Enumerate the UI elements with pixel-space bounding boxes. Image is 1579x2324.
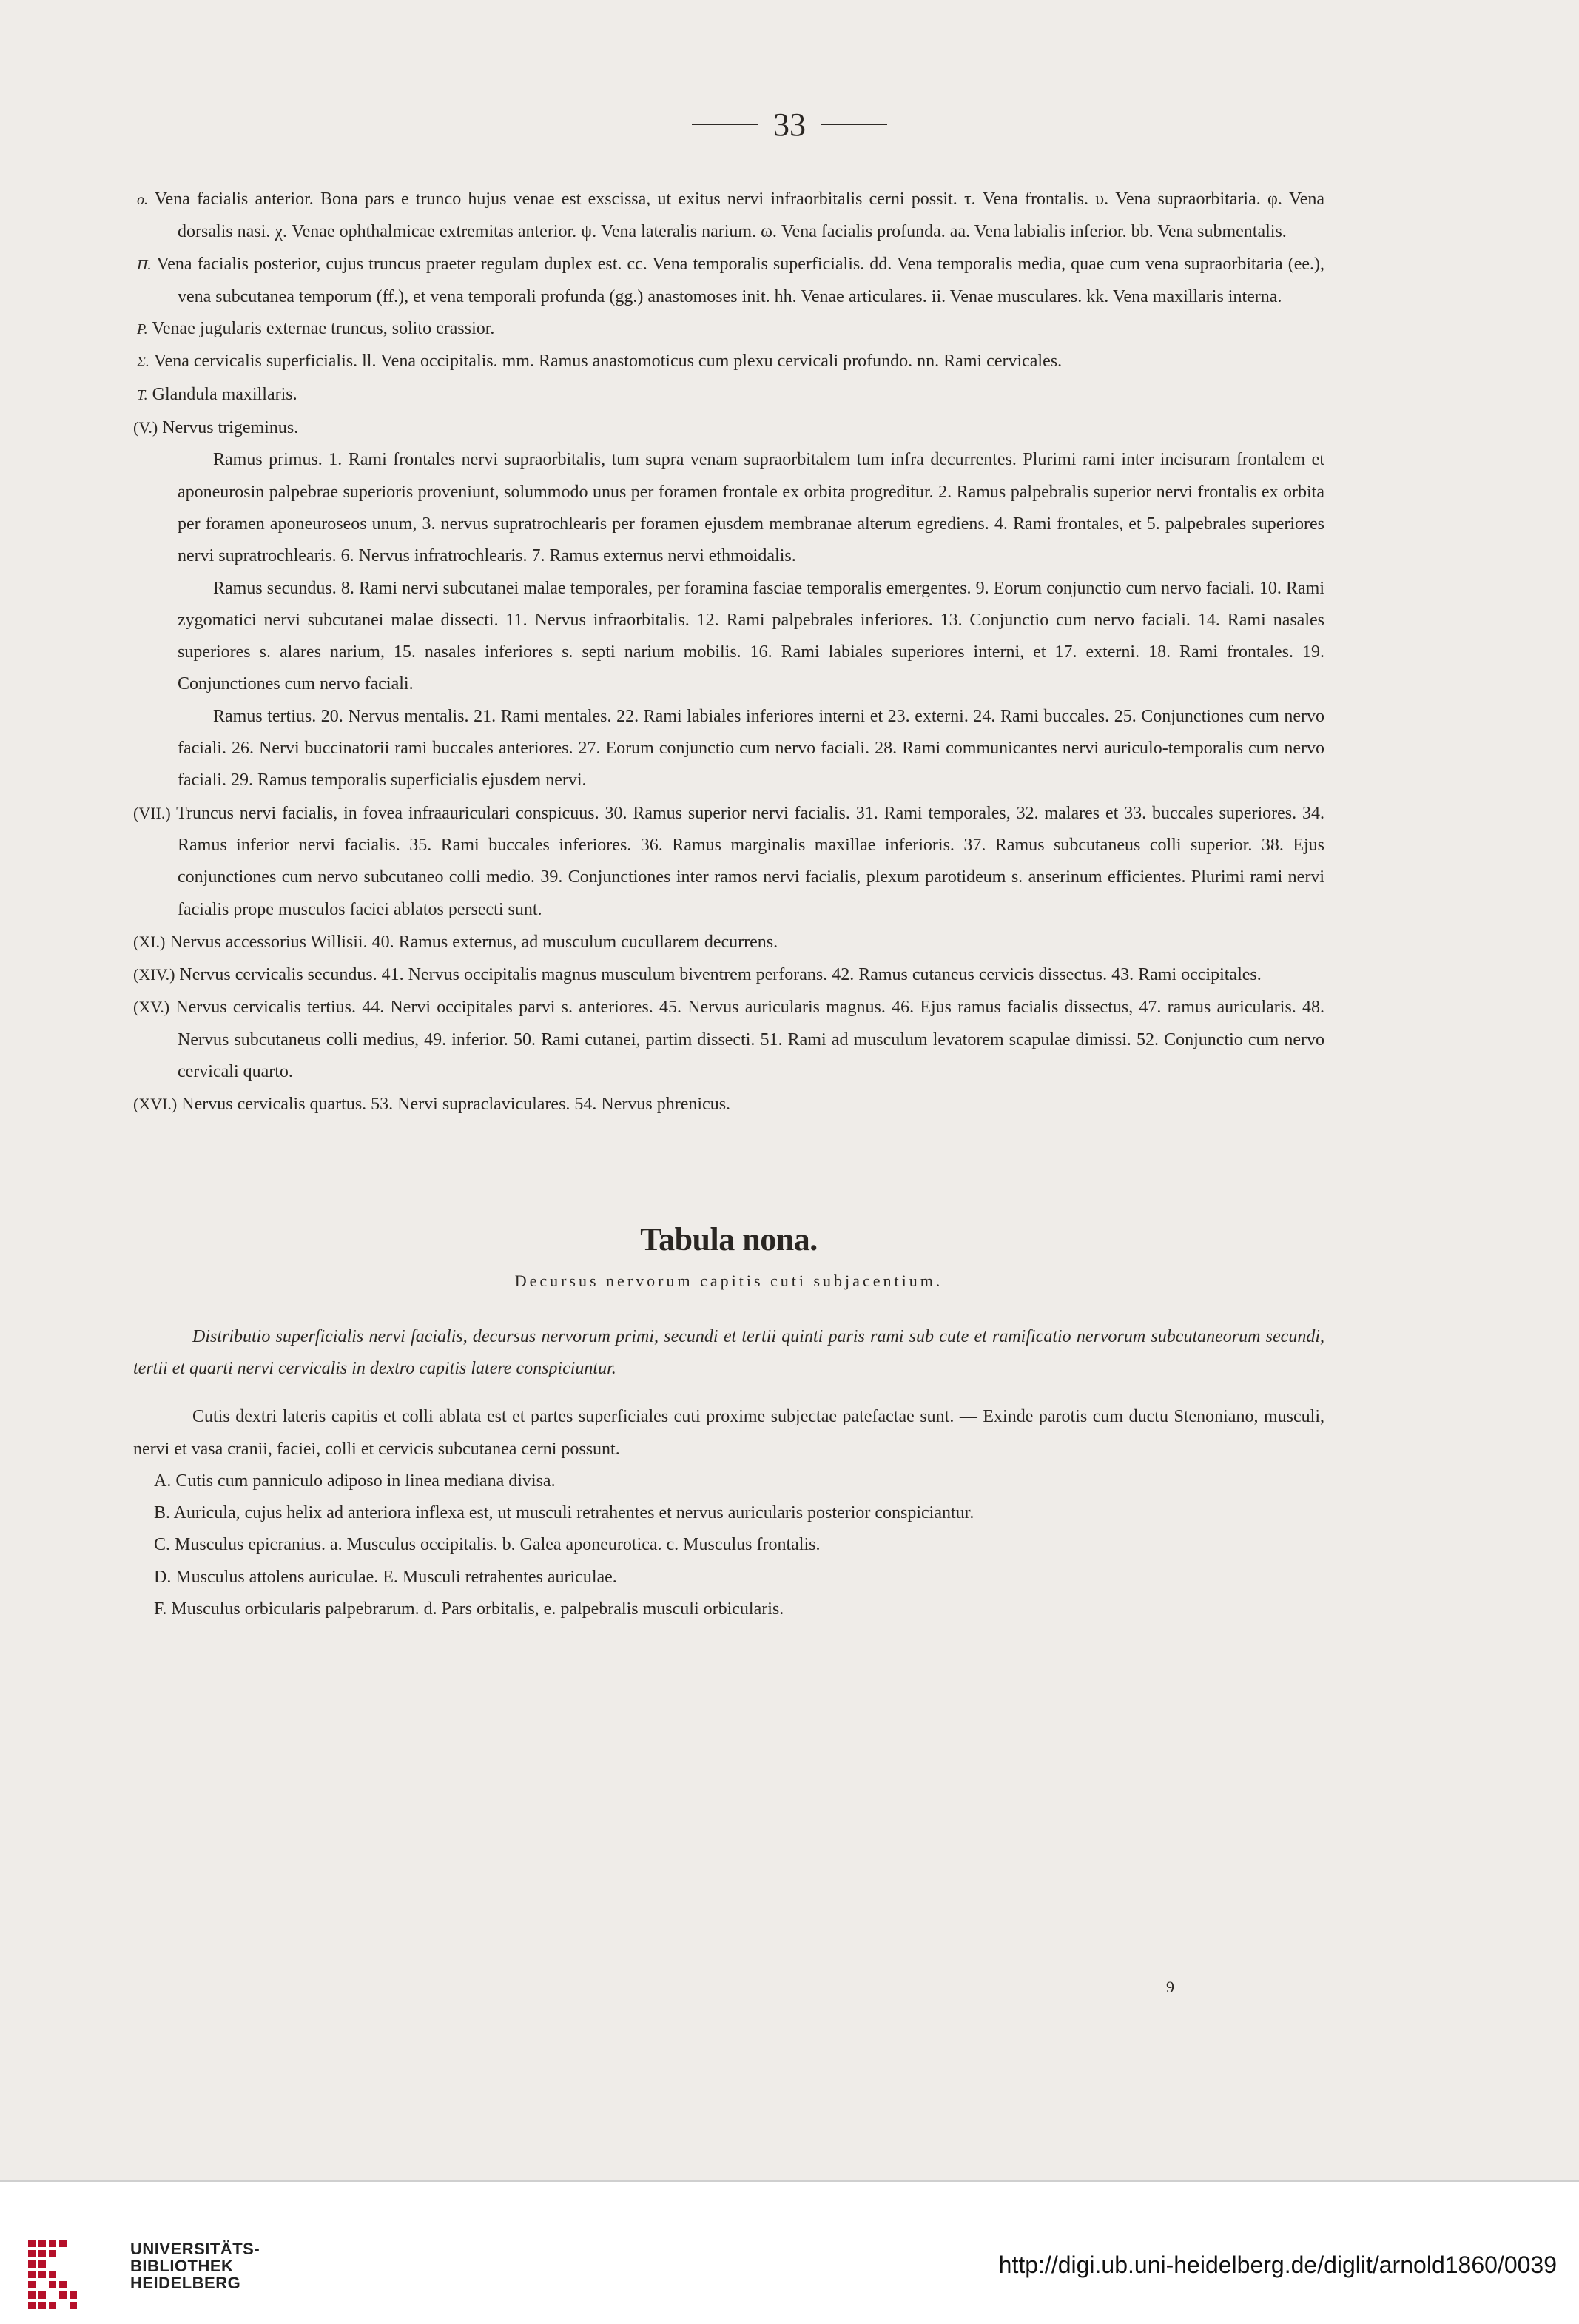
page-body	[133, 184, 1324, 1625]
nerve-vii-entry	[133, 797, 1324, 926]
legend-text: Venae jugularis externae truncus, solito crassior.	[152, 319, 495, 339]
library-name-line: BIBLIOTHEK	[130, 2257, 234, 2275]
header-rule-left	[692, 124, 758, 125]
nerve-v-mark: (V.)	[133, 418, 158, 437]
nerve-vii-text: Truncus nervi facialis, in fovea infraauriculari conspicuus. 30. Ramus superior nervi facialis. 31. Rami temporales, 32. malares et 33. buccales superiores. 34. Ramus inferior nervi facialis. 35. Rami buccales inferiores. 36. Ramus marginalis maxillae inferioris. 37. Ramus subcutaneus colli superior. 38. Ejus conjunctiones cum nervo subcutaneo colli medio. 39. Conjunctiones inter ramos nervi facialis, plexum parotideum s. anserinum efficientes. Plurimi rami nervi facialis prope musculos faciei ablatos persecti sunt.	[176, 803, 1324, 919]
library-name-line: UNIVERSITÄTS-	[130, 2240, 260, 2258]
legend-mark: T.	[137, 386, 148, 403]
page-header	[0, 102, 1579, 147]
section-title: Tabula nona.	[640, 1220, 818, 1257]
library-name	[130, 2241, 260, 2292]
list-item: D. Musculus attolens auriculae. E. Musculi retrahentes auriculae.	[154, 1567, 617, 1587]
intro-paragraph: Distributio superficialis nervi facialis, decursus nervorum primi, secundi et tertii quinti paris rami sub cute et ramificatio nervorum subcutaneorum secundi, tertii et quarti nervi cervicalis in dextro capitis latere conspiciuntur.	[133, 1326, 1324, 1378]
source-url-link[interactable]: http://digi.ub.uni-heidelberg.de/diglit/arnold1860/0039	[998, 2251, 1557, 2278]
list-item: A. Cutis cum panniculo adiposo in linea mediana divisa.	[154, 1471, 556, 1491]
legend-entry	[133, 313, 1324, 346]
legend-mark: o.	[137, 192, 148, 208]
nerve-xv-mark: (XV.)	[133, 998, 170, 1017]
legend-entry	[133, 346, 1324, 378]
legend-text: Vena facialis anterior. Bona pars e trunco hujus venae est exscissa, ut exitus nervi infraorbitalis cerni possit. τ. Vena frontalis. υ. Vena supraorbitaria. φ. Vena dorsalis nasi. χ. Venae ophthalmicae extremitas anterior. ψ. Vena lateralis narium. ω. Vena facialis profunda. aa. Vena labialis inferior. bb. Vena submentalis.	[154, 189, 1324, 242]
library-footer	[0, 2180, 1579, 2324]
nerve-v-ramus-primus: Ramus primus. 1. Rami frontales nervi supraorbitalis, tum supra venam supraorbitalem tum infra decurrentes. Plurimi rami inter incisuram frontalem et aponeurosin palpebrae superioris proveniunt, solummodo unus per foramen frontale ex orbita progreditur. 2. Ramus palpebralis superior nervi frontalis ex orbita per foramen aponeuroseos unum, 3. nervus supratrochlearis per foramen ejusdem membranae alterum egrediens. 4. Rami frontales, et 5. palpebrales superiores nervi supratrochlearis. 6. Nervus infratrochlearis. 7. Ramus externus nervi ethmoidalis.	[178, 450, 1324, 566]
nerve-xv-entry	[133, 991, 1324, 1088]
nerve-xi-entry	[133, 926, 1324, 958]
legend-entry	[133, 184, 1324, 249]
nerve-xvi-mark: (XVI.)	[133, 1095, 178, 1114]
nerve-xi-text: Nervus accessorius Willisii. 40. Ramus externus, ad musculum cucullarem decurrens.	[169, 932, 778, 952]
list-item: C. Musculus epicranius. a. Musculus occipitalis. b. Galea aponeurotica. c. Musculus frontalis.	[154, 1535, 821, 1555]
nerve-xvi-entry	[133, 1088, 1324, 1121]
header-rule-right	[821, 124, 887, 125]
nerve-xvi-text: Nervus cervicalis quartus. 53. Nervi supraclaviculares. 54. Nervus phrenicus.	[181, 1095, 731, 1115]
nerve-xv-text: Nervus cervicalis tertius. 44. Nervi occipitales parvi s. anteriores. 45. Nervus auricularis magnus. 46. Ejus ramus facialis dissectus, 47. ramus auricularis. 48. Nervus subcutaneus colli medius, 49. inferior. 50. Rami cutanei, partim dissecti. 51. Rami ad musculum levatorem scapulae dimissi. 52. Conjunctio cum nervo cervicali quarto.	[175, 998, 1324, 1082]
nerve-v-ramus-secundus: Ramus secundus. 8. Rami nervi subcutanei malae temporales, per foramina fasciae temporalis emergentes. 9. Eorum conjunctio cum nervo faciali. 10. Rami zygomatici nervi subcutanei malae dissecti. 11. Nervus infraorbitalis. 12. Rami palpebrales inferiores. 13. Conjunctio cum nervo faciali. 14. Rami nasales superiores s. alares narium, 15. nasales inferiores s. septi narium mobilis. 16. Rami labiales superiores interni, et 17. externi. 18. Rami frontales. 19. Conjunctiones cum nervo faciali.	[178, 578, 1324, 694]
legend-text: Vena cervicalis superficialis. ll. Vena occipitalis. mm. Ramus anastomoticus cum plexu cervicali profundo. nn. Rami cervicales.	[153, 352, 1063, 372]
list-item: F. Musculus orbicularis palpebrarum. d. Pars orbitalis, e. palpebralis musculi orbicularis.	[154, 1599, 784, 1619]
page-number: 33	[773, 106, 806, 143]
legend-text: Vena facialis posterior, cujus truncus praeter regulam duplex est. cc. Vena temporalis superficialis. dd. Vena temporalis media, quae cum vena supraorbitaria (ee.), vena subcutanea temporum (ff.), et vena temporali profunda (gg.) anastomoses init. hh. Venae articulares. ii. Venae musculares. kk. Vena maxillaris interna.	[156, 254, 1325, 306]
nerve-vii-mark: (VII.)	[133, 803, 171, 822]
legend-mark: Π.	[137, 256, 152, 273]
list-item: B. Auricula, cujus helix ad anteriora inflexa est, ut musculi retrahentes et nervus auricularis posterior conspiciantur.	[154, 1503, 974, 1523]
nerve-v-ramus-tertius: Ramus tertius. 20. Nervus mentalis. 21. Rami mentales. 22. Rami labiales inferiores interni et 23. externi. 24. Rami buccales. 25. Conjunctiones cum nervo faciali. 26. Nervi buccinatorii rami buccales anteriores. 27. Eorum conjunctio cum nervo faciali. 28. Rami communicantes nervi auriculo-temporalis cum nervo faciali. 29. Ramus temporalis superficialis ejusdem nervi.	[178, 706, 1324, 790]
nerve-xiv-mark: (XIV.)	[133, 965, 175, 984]
section-subtitle: Decursus nervorum capitis cuti subjacentium.	[514, 1271, 943, 1290]
legend-entry	[133, 379, 1324, 412]
nerve-v-heading	[133, 412, 1324, 444]
legend-mark: Σ.	[137, 354, 149, 371]
nerve-xi-mark: (XI.)	[133, 932, 166, 951]
legend-mark: P.	[137, 321, 148, 338]
nerve-v-title: Nervus trigeminus.	[162, 418, 299, 438]
nerve-xiv-entry	[133, 958, 1324, 991]
legend-text: Glandula maxillaris.	[152, 384, 297, 404]
legend-entry	[133, 249, 1324, 314]
signature-mark: 9	[1166, 1978, 1174, 1996]
library-logo-icon	[25, 2234, 123, 2321]
body-paragraph: Cutis dextri lateris capitis et colli ablata est et partes superficiales cuti proxime subjectae patefactae sunt. — Exinde parotis cum ductu Stenoniano, musculi, nervi et vasa cranii, faciei, colli et cervicis subcutanea cerni possunt.	[133, 1407, 1324, 1459]
nerve-xiv-text: Nervus cervicalis secundus. 41. Nervus occipitalis magnus musculum biventrem perforans. 42. Ramus cutaneus cervicis dissectus. 43. Rami occipitales.	[179, 965, 1262, 985]
library-name-line: HEIDELBERG	[130, 2274, 241, 2292]
